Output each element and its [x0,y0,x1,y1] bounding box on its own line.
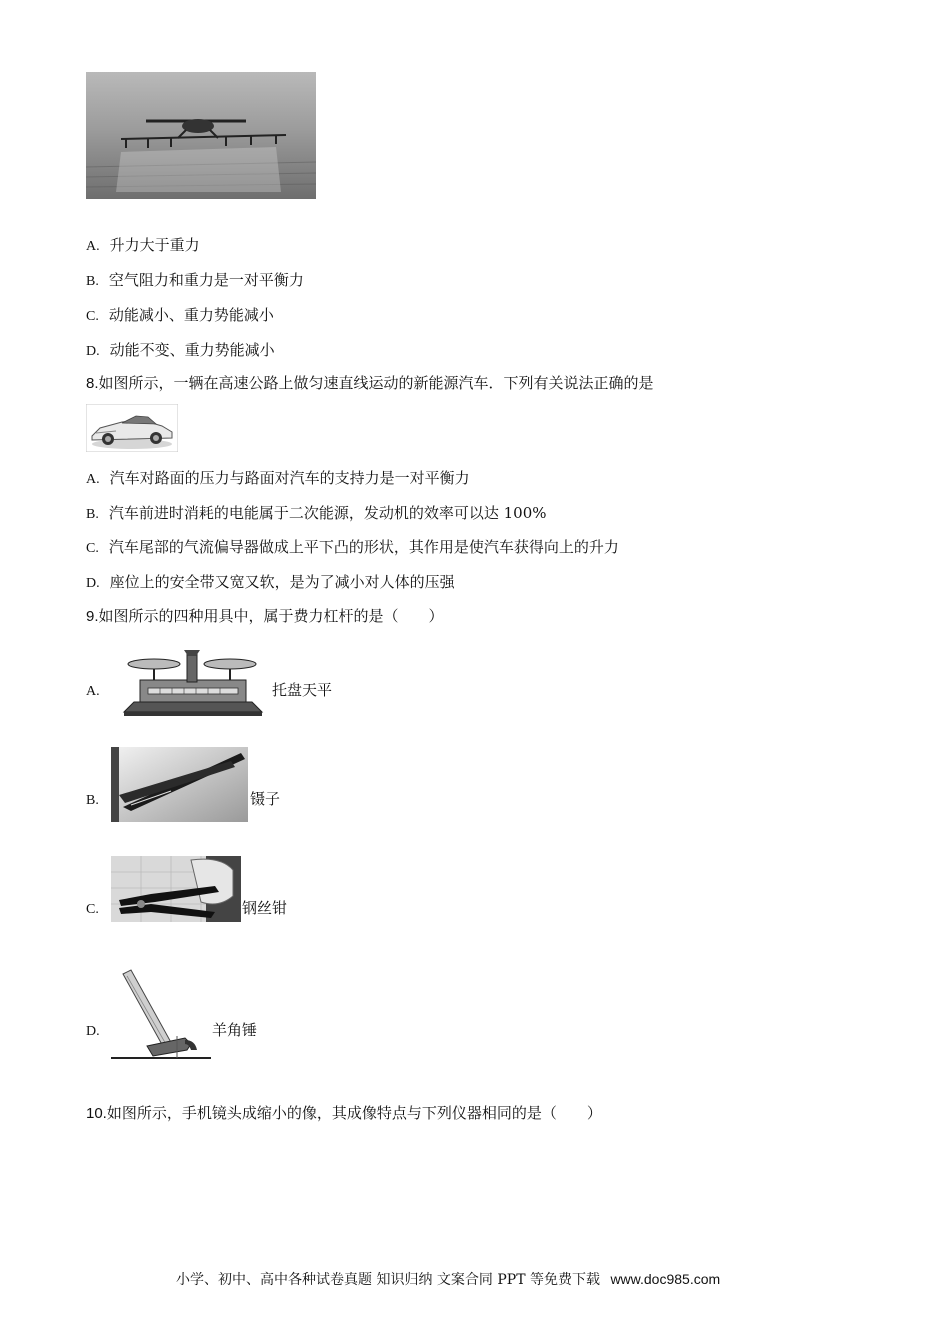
q8-option-d: D. 座位上的安全带又宽又软，是为了减小对人体的压强 [86,573,455,591]
tweezers-image [111,747,248,822]
q9-option-c-letter: C. [86,902,99,917]
footer-text: 小学、初中、高中各种试卷真题 知识归纳 文案合同 PPT 等免费下载 [176,1272,600,1288]
q9-option-a-label: 托盘天平 [272,681,333,699]
q9-option-b-letter: B. [86,793,99,808]
q8-option-b: B. 汽车前进时消耗的电能属于二次能源，发动机的效率可以达 100% [86,504,547,522]
drone-spraying-image [86,72,316,199]
page-footer [176,1270,720,1289]
q8-option-a: A. 汽车对路面的压力与路面对汽车的支持力是一对平衡力 [86,469,470,487]
q7-option-c: C. 动能减小、重力势能减小 [86,306,274,324]
sports-car-image [86,404,178,452]
q9-option-c-label: 钢丝钳 [242,899,288,917]
q8-option-c: C. 汽车尾部的气流偏导器做成上平下凸的形状，其作用是使汽车获得向上的升力 [86,538,619,556]
footer-site-link[interactable]: www.doc985.com [610,1271,721,1287]
q9-option-a-letter: A. [86,684,100,699]
q8-stem: 8.如图所示，一辆在高速公路上做匀速直线运动的新能源汽车．下列有关说法正确的是 [86,374,654,392]
q7-option-a: A. 升力大于重力 [86,236,200,254]
balance-scale-image [120,642,265,718]
q10-stem: 10.如图所示，手机镜头成缩小的像，其成像特点与下列仪器相同的是（ ） [86,1104,602,1122]
q7-option-b: B. 空气阻力和重力是一对平衡力 [86,271,304,289]
q9-stem: 9.如图所示的四种用具中，属于费力杠杆的是（ ） [86,607,444,625]
claw-hammer-image [111,966,211,1062]
q9-option-d-label: 羊角锤 [212,1021,258,1039]
q9-option-b-label: 镊子 [250,790,281,808]
q7-option-d: D. 动能不变、重力势能减小 [86,341,275,359]
q9-option-d-letter: D. [86,1024,100,1039]
pliers-image [111,856,241,922]
